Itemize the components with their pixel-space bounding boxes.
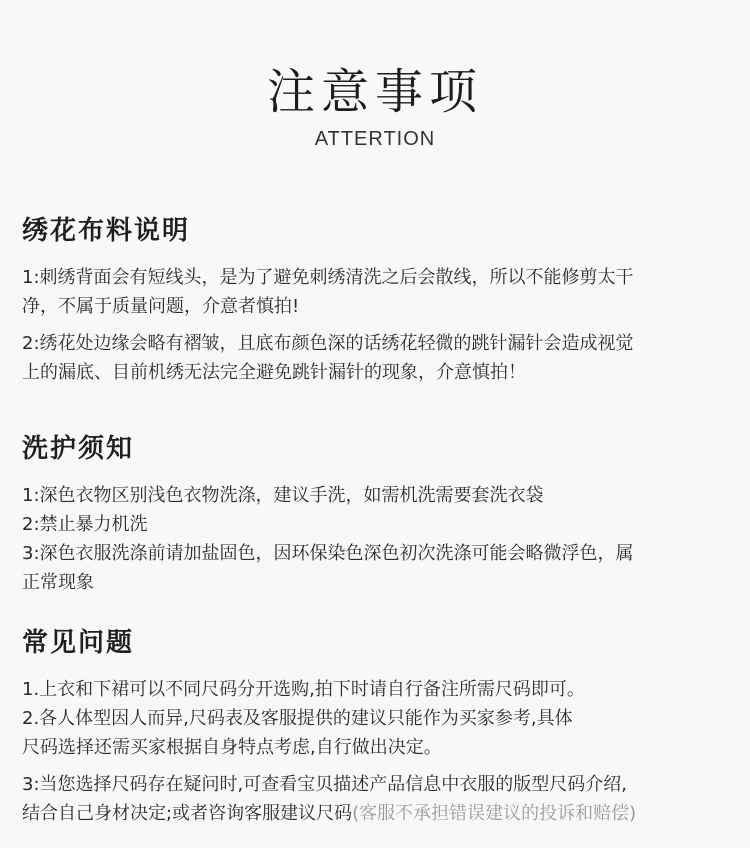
text-line: 尺码选择还需买家根据自身特点考虑,自行做出决定。 xyxy=(22,737,442,758)
section-embroidery-fabric xyxy=(22,210,732,387)
text-line: 净，不属于质量问题，介意者慎拍! xyxy=(22,296,300,317)
section-faq xyxy=(22,622,732,828)
text-line: 2:绣花处边缘会略有褶皱，且底布颜色深的话绣花轻微的跳针漏针会造成视觉 xyxy=(22,333,634,354)
page-header xyxy=(0,62,750,151)
section-care-instructions xyxy=(22,428,732,597)
text-line: 2.各人体型因人而异,尺码表及客服提供的建议只能作为买家参考,具体 xyxy=(22,708,573,729)
section-title: 常见问题 xyxy=(22,628,135,658)
section-title: 绣花布料说明 xyxy=(22,216,191,246)
faded-disclaimer: (客服不承担错误建议的投诉和赔偿) xyxy=(352,803,637,824)
text-line: 1.上衣和下裙可以不同尺码分开选购,拍下时请自行备注所需尺码即可。 xyxy=(22,679,585,700)
text-line: 正常现象 xyxy=(22,572,94,593)
text-fragment: 结合自己身材决定;或者咨询客服建议尺码 xyxy=(22,803,353,824)
text-line: 2:禁止暴力机洗 xyxy=(22,514,148,535)
text-line: 上的漏底、目前机绣无法完全避免跳针漏针的现象，介意慎拍！ xyxy=(22,362,526,383)
text-line: 1:深色衣物区别浅色衣物洗涤，建议手洗，如需机洗需要套洗衣袋 xyxy=(22,485,544,506)
page-subtitle: ATTERTION xyxy=(314,128,436,150)
text-line: 3:当您选择尺码存在疑问时,可查看宝贝描述产品信息中衣服的版型尺码介绍, xyxy=(22,774,627,795)
section-title: 洗护须知 xyxy=(22,434,135,464)
text-line: 3:深色衣服洗涤前请加盐固色，因环保染色深色初次洗涤可能会略微浮色，属 xyxy=(22,543,634,564)
text-line: 1:刺绣背面会有短线头，是为了避免刺绣清洗之后会散线，所以不能修剪太干 xyxy=(22,267,634,288)
text-line xyxy=(22,799,732,828)
page-title: 注意事项 xyxy=(266,64,483,120)
